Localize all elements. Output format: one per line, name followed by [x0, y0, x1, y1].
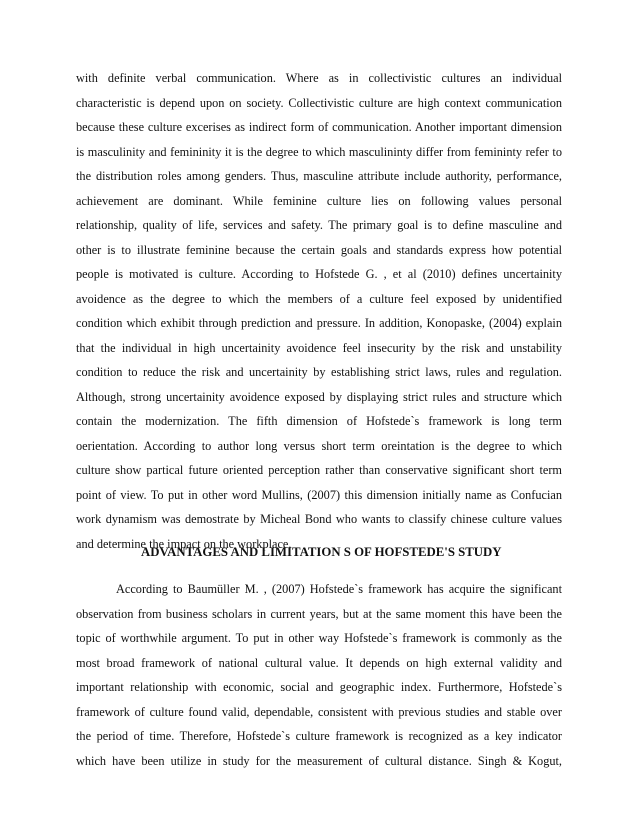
paragraph-1-line: oerientation. According to author long versus short term oreintation is the degree to which — [76, 438, 562, 453]
paragraph-1-line: contain the modernization. The fifth dimension of Hofstede`s framework is long term — [76, 414, 562, 428]
paragraph-1-line: the distribution roles among genders. Thus, masculine attribute include authority, performance, — [76, 169, 562, 183]
paragraph-1-line: because these culture excerises as indirect form of communication. Another important dimension — [76, 120, 562, 134]
paragraph-2-line: According to Baumüller M. , (2007) Hofstede`s framework has acquire the significant — [116, 582, 562, 596]
paragraph-2-line: observation from business scholars in current years, but at the same moment this have been the — [76, 606, 562, 621]
paragraph-1-line: avoidence as the degree to which the members of a culture feel exposed by unidentified — [76, 291, 562, 306]
paragraph-2 — [76, 577, 562, 773]
paragraph-1-line: and determine the impact on the workplace. — [76, 536, 292, 551]
paragraph-1-line: relationship, quality of life, services and safety. The primary goal is to define masculine and — [76, 218, 562, 232]
section-heading: ADVANTAGES AND LIMITATION S OF HOFSTEDE'S STUDY — [141, 545, 502, 559]
paragraph-1-line: characteristic is depend upon on society. Collectivistic culture are high context communication — [76, 95, 562, 110]
paragraph-2-line: framework of culture found valid, dependable, consistent with previous studies and stable over — [76, 704, 562, 719]
paragraph-2-line: important relationship with economic, social and geographic index. Furthermore, Hofstede`s — [76, 680, 562, 694]
paragraph-1-line: with definite verbal communication. Where as in collectivistic cultures an individual — [76, 71, 562, 85]
paragraph-1-line: point of view. To put in other word Mullins, (2007) this dimension initially name as Confucian — [76, 487, 562, 502]
paragraph-1-line: work dynamism was demostrate by Micheal Bond who wants to classify chinese culture values — [76, 512, 562, 526]
paragraph-1-line: people is motivated is culture. According to Hofstede G. , et al (2010) defines uncertainity — [76, 267, 562, 281]
paragraph-1-line: Although, strong uncertainity avoidence exposed by displaying strict rules and structure which — [76, 389, 562, 404]
paragraph-1-line: achievement are dominant. While feminine culture lies on following values personal — [76, 193, 562, 208]
paragraph-2-line: most broad framework of national cultural value. It depends on high external validity and — [76, 655, 562, 670]
paragraph-1-line: condition to reduce the risk and uncertainity by establishing strict laws, rules and regulation. — [76, 365, 562, 379]
paragraph-1-line: condition which exhibit through prediction and pressure. In addition, Konopaske, (2004) explain — [76, 316, 562, 330]
paragraph-2-line: topic of worthwhile argument. To put in other way Hofstede`s framework is commonly as the — [76, 631, 562, 645]
paragraph-1-line: other is to illustrate feminine because the certain goals and standards express how potential — [76, 242, 562, 257]
paragraph-1 — [76, 66, 562, 556]
paragraph-1-line: is masculinity and femininity it is the degree to which masculininty differ from femininty refer to — [76, 144, 562, 159]
paragraph-2-line: the period of time. Therefore, Hofstede`s culture framework is recognized as a key indicator — [76, 729, 562, 743]
paragraph-1-line: culture show partical future oriented perception rather than conservative significant short term — [76, 463, 562, 477]
paragraph-1-line: that the individual in high uncertainity avoidence feel insecurity by the risk and unstability — [76, 340, 562, 355]
paragraph-2-line: which have been utilize in study for the measurement of cultural distance. Singh & Kogut, — [76, 753, 562, 768]
